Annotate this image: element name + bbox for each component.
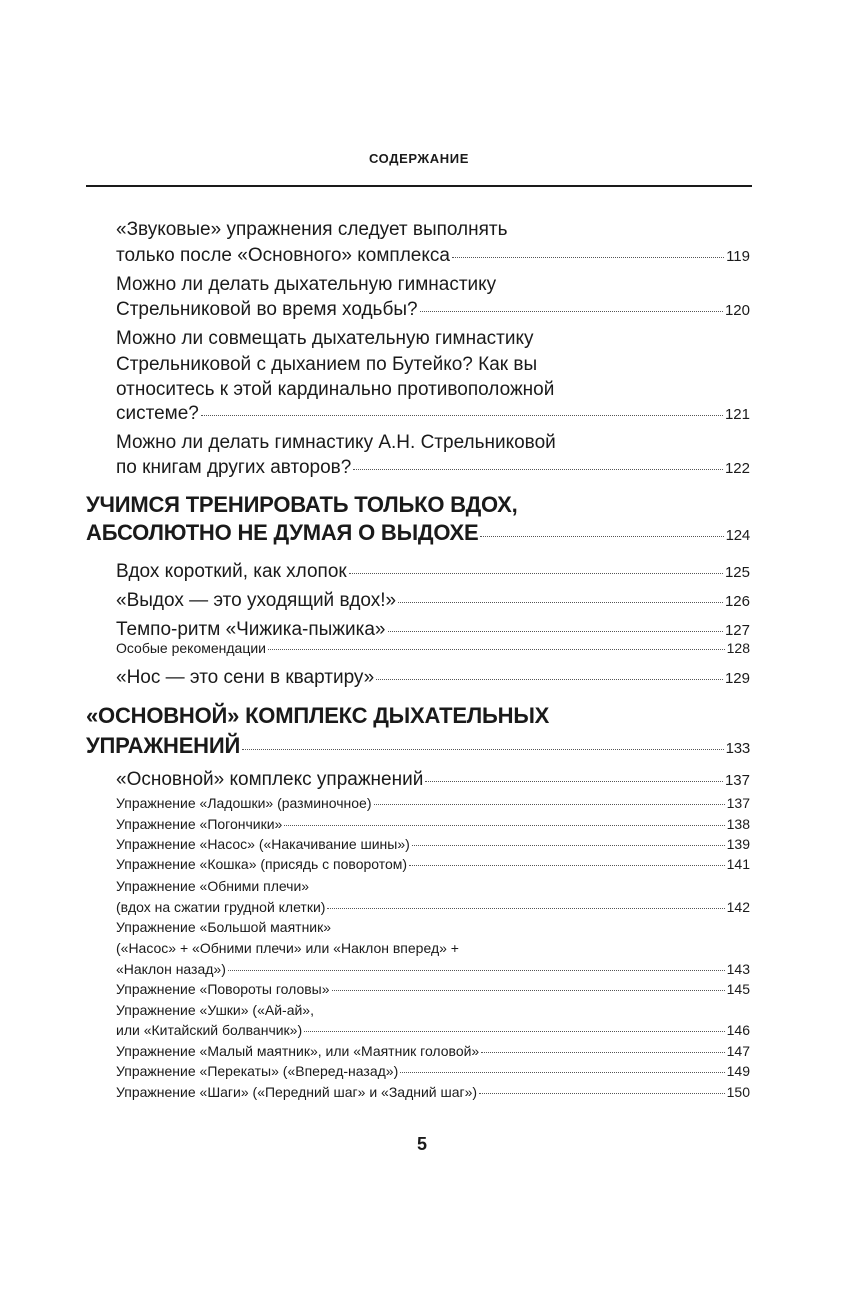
toc-entry-e1: Упражнение «Ладошки» (разминочное) 137 — [116, 795, 750, 811]
toc-entry-q3-line3: относитесь к этой кардинально противоположной — [116, 379, 555, 400]
page-number: 126 — [724, 593, 750, 610]
leader-dots — [228, 970, 725, 971]
leader-dots — [268, 649, 725, 650]
toc-entry-e6-line1: Упражнение «Большой маятник» — [116, 919, 332, 935]
page-number: 119 — [726, 248, 750, 265]
toc-entry-s1d: Особые рекомендации 128 — [116, 640, 750, 656]
page-number: 149 — [726, 1063, 750, 1079]
section-heading-1: АБСОЛЮТНО НЕ ДУМАЯ О ВЫДОХЕ 124 — [86, 520, 750, 545]
leader-dots — [332, 990, 725, 991]
toc-entry-s2a: «Основной» комплекс упражнений 137 — [116, 769, 750, 790]
page-number: 146 — [726, 1022, 750, 1038]
running-header: СОДЕРЖАНИЕ — [369, 151, 469, 166]
page-number: 129 — [724, 670, 750, 687]
leader-dots — [420, 311, 723, 312]
leader-dots — [376, 679, 723, 680]
page-number: 145 — [726, 981, 750, 997]
toc-entry-q3-line1: Можно ли совмещать дыхательную гимнастику — [116, 328, 534, 349]
page-number: 138 — [726, 816, 750, 832]
page-number: 137 — [724, 772, 750, 789]
leader-dots — [480, 536, 723, 537]
toc-entry-s1a: Вдох короткий, как хлопок 125 — [116, 561, 750, 582]
leader-dots — [425, 781, 723, 782]
page-number: 124 — [725, 527, 750, 544]
toc-entry-q4-line1: Можно ли делать гимнастику А.Н. Стрельниковой — [116, 432, 556, 453]
section-heading-2-line1: «ОСНОВНОЙ» КОМПЛЕКС ДЫХАТЕЛЬНЫХ — [86, 703, 550, 728]
toc-entry-q1-line1: «Звуковые» упражнения следует выполнять — [116, 219, 508, 240]
page-number: 137 — [726, 795, 750, 811]
page-number: 141 — [726, 856, 750, 872]
page-number: 127 — [724, 622, 750, 639]
leader-dots — [353, 469, 723, 470]
leader-dots — [284, 825, 724, 826]
section-heading-1-line1: УЧИМСЯ ТРЕНИРОВАТЬ ТОЛЬКО ВДОХ, — [86, 492, 518, 517]
leader-dots — [374, 804, 725, 805]
page-number: 143 — [726, 961, 750, 977]
toc-entry-e8-line1: Упражнение «Ушки» («Ай-ай», — [116, 1002, 314, 1018]
page-number: 128 — [726, 640, 750, 656]
page-number: 147 — [726, 1043, 750, 1059]
leader-dots — [479, 1093, 725, 1094]
toc-entry-e2: Упражнение «Погончики» 138 — [116, 816, 750, 832]
page-number: 125 — [724, 564, 750, 581]
leader-dots — [201, 415, 723, 416]
toc-entry-e6: «Наклон назад») 143 — [116, 961, 750, 977]
section-heading-2: УПРАЖНЕНИЙ 133 — [86, 733, 750, 758]
toc-entry-e5-line1: Упражнение «Обними плечи» — [116, 878, 310, 894]
leader-dots — [400, 1072, 724, 1073]
page-number: 133 — [725, 740, 750, 757]
toc-entry-q1: только после «Основного» комплекса 119 — [116, 245, 750, 266]
leader-dots — [398, 602, 723, 603]
toc-entry-e3: Упражнение «Насос» («Накачивание шины») 139 — [116, 836, 750, 852]
leader-dots — [412, 845, 725, 846]
page-folio: 5 — [416, 1134, 427, 1154]
leader-dots — [481, 1052, 724, 1053]
toc-entry-e11: Упражнение «Шаги» («Передний шаг» и «Задний шаг») 150 — [116, 1084, 750, 1100]
toc-entry-s1b: «Выдох — это уходящий вдох!» 126 — [116, 590, 750, 611]
toc-entry-s1e: «Нос — это сени в квартиру» 129 — [116, 667, 750, 688]
leader-dots — [304, 1031, 725, 1032]
toc-entry-e7: Упражнение «Повороты головы» 145 — [116, 981, 750, 997]
toc-entry-s1c: Темпо-ритм «Чижика-пыжика» 127 — [116, 619, 750, 640]
toc-entry-q3-line2: Стрельниковой с дыханием по Бутейко? Как вы — [116, 354, 538, 375]
toc-entry-e9: Упражнение «Малый маятник», или «Маятник головой» 147 — [116, 1043, 750, 1059]
toc-entry-q4: по книгам других авторов? 122 — [116, 457, 750, 478]
page-number: 142 — [726, 899, 750, 915]
leader-dots — [242, 749, 723, 750]
leader-dots — [452, 257, 724, 258]
page-number: 139 — [726, 836, 750, 852]
leader-dots — [409, 865, 725, 866]
toc-entry-e8: или «Китайский болванчик») 146 — [116, 1022, 750, 1038]
page-number: 150 — [726, 1084, 750, 1100]
toc-entry-e5: (вдох на сжатии грудной клетки) 142 — [116, 899, 750, 915]
page-number: 121 — [724, 406, 750, 423]
toc-entry-e4: Упражнение «Кошка» (присядь с поворотом) 141 — [116, 856, 750, 872]
toc-entry-q3: системе? 121 — [116, 403, 750, 424]
leader-dots — [388, 631, 723, 632]
page-number: 122 — [724, 460, 750, 477]
page-number: 120 — [724, 302, 750, 319]
toc-entry-e6-line2: («Насос» + «Обними плечи» или «Наклон вперед» + — [116, 940, 459, 956]
toc-entry-e10: Упражнение «Перекаты» («Вперед-назад») 149 — [116, 1063, 750, 1079]
toc-entry-q2: Стрельниковой во время ходьбы? 120 — [116, 299, 750, 320]
leader-dots — [349, 573, 723, 574]
leader-dots — [327, 908, 724, 909]
toc-entry-q2-line1: Можно ли делать дыхательную гимнастику — [116, 274, 497, 295]
